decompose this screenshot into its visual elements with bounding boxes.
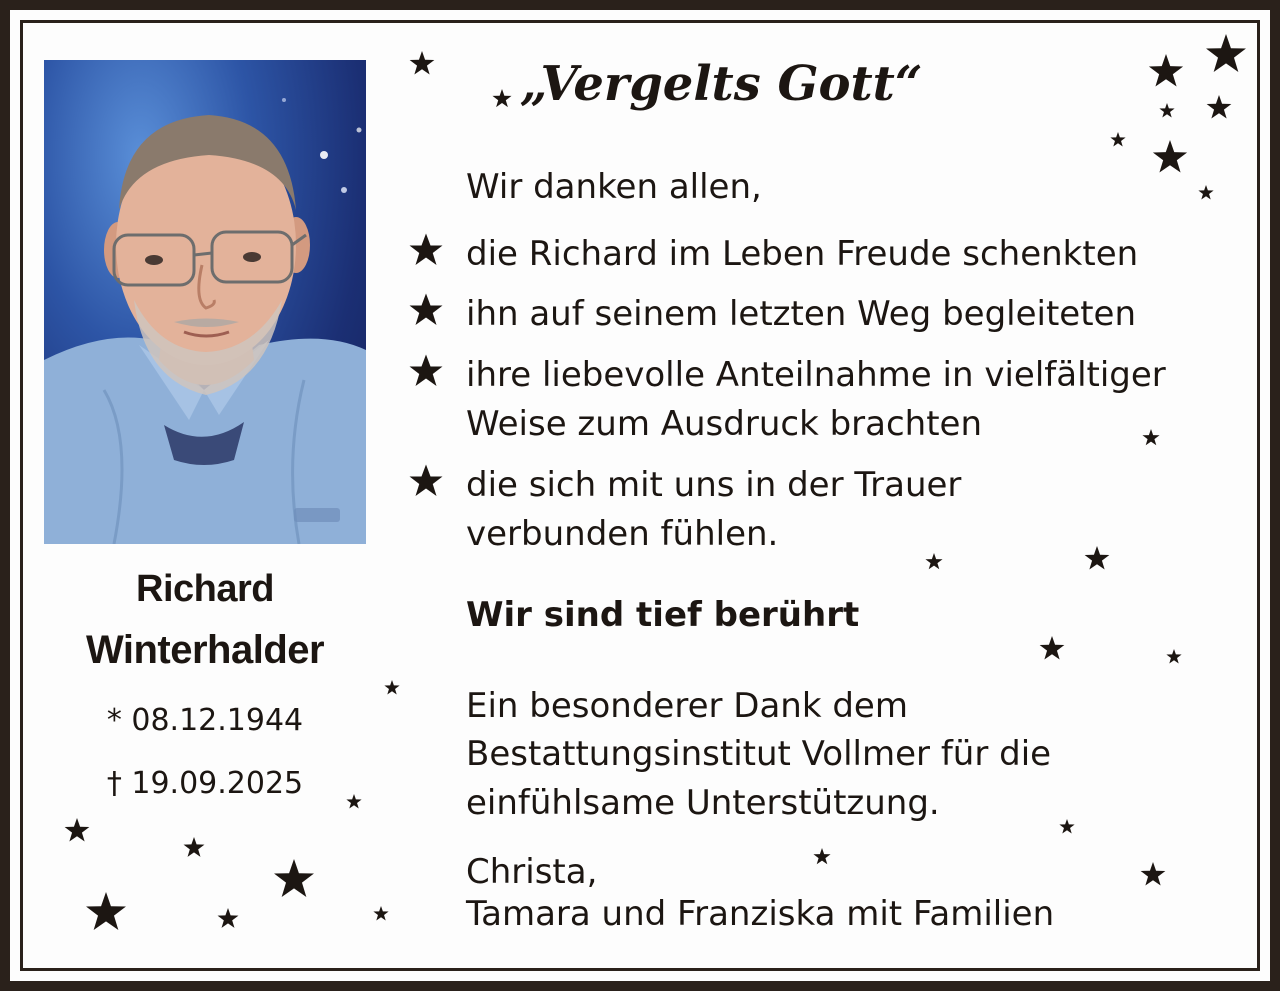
star-icon [218,908,239,928]
star-icon [925,553,942,569]
thanks-item-3-line-1: ihre liebevolle Anteilnahme in vielfältiger [466,355,1166,395]
thanks-item-2: ihn auf seinem letzten Weg begleiteten [466,294,1137,334]
star-icon [1059,819,1074,833]
thanks-item-1: die Richard im Leben Freude schenkten [466,234,1139,274]
star-icon [1166,649,1181,663]
star-icon [1198,185,1213,199]
thanks-item-4-line-2: verbunden fühlen. [466,514,779,554]
star-icon [1159,103,1174,117]
signature-line-1: Christa, [466,852,598,892]
star-icon [1206,34,1246,72]
star-icon [410,51,435,75]
notice-title: „Vergelts Gott“ [520,56,923,112]
star-icon [1142,429,1159,445]
deceased-first-name: Richard [136,568,274,610]
signature-line-2: Tamara und Franziska mit Familien [466,894,1055,934]
special-thanks-line-1: Ein besonderer Dank dem [466,686,908,726]
star-icon [1110,132,1125,146]
deceased-last-name: Winterhalder [85,628,325,672]
star-icon [86,892,126,930]
star-icon [1149,54,1183,87]
star-icon [1153,140,1187,173]
star-icon [492,89,511,107]
star-icon [184,837,205,857]
star-icon [65,818,90,842]
star-icon [1141,862,1166,886]
star-icon [373,906,388,920]
death-date: † 19.09.2025 [106,766,304,801]
thanks-item-3-line-2: Weise zum Ausdruck brachten [466,404,983,444]
star-icon [1207,95,1232,119]
star-icon [274,859,314,897]
birth-date: * 08.12.1944 [106,703,304,738]
star-icon [813,848,830,864]
star-icon [346,794,361,808]
touched-heading: Wir sind tief berührt [466,595,860,635]
star-icon [384,680,399,694]
special-thanks-line-2: Bestattungsinstitut Vollmer für die [466,734,1052,774]
special-thanks-line-3: einfühlsame Unterstützung. [466,783,940,823]
star-icon [1085,546,1110,570]
intro-text: Wir danken allen, [466,167,762,207]
thanks-item-4-line-1: die sich mit uns in der Trauer [466,465,962,505]
star-icon [1040,636,1065,660]
